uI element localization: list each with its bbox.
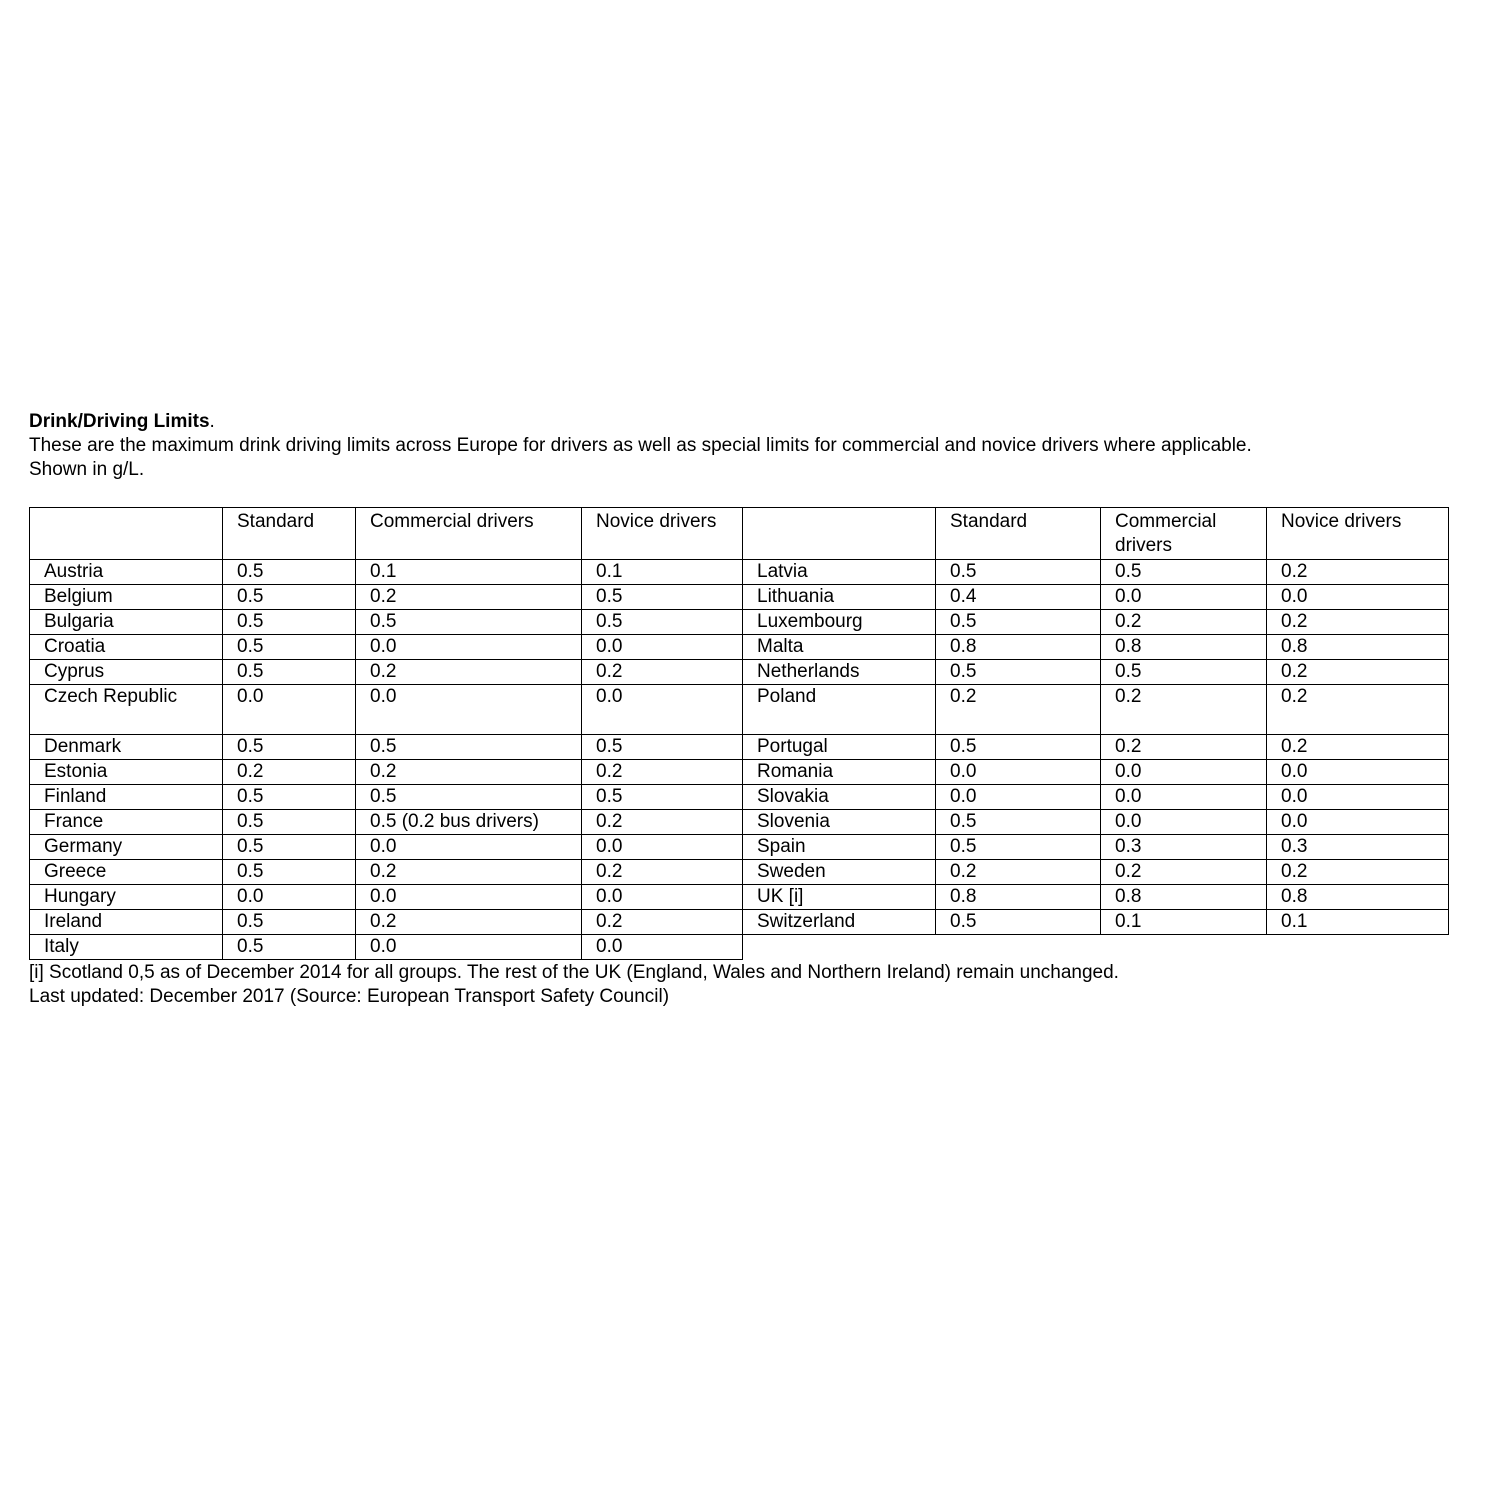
limit-cell: 0.5 [936, 735, 1101, 760]
limit-cell: 0.3 [1267, 835, 1449, 860]
limit-cell: 0.2 [936, 860, 1101, 885]
limit-cell: 0.2 [356, 660, 582, 685]
country-cell: Switzerland [743, 910, 936, 935]
limit-cell: 0.8 [1101, 885, 1267, 910]
limit-cell: 0.0 [582, 835, 743, 860]
limit-cell: 0.5 (0.2 bus drivers) [356, 810, 582, 835]
limit-cell: 0.0 [582, 635, 743, 660]
header-cell: Novice drivers [1267, 508, 1449, 560]
document-title [29, 410, 1449, 434]
country-cell: Lithuania [743, 585, 936, 610]
limit-cell: 0.5 [936, 610, 1101, 635]
limit-cell: 0.0 [582, 935, 743, 960]
country-cell: Germany [30, 835, 223, 860]
limit-cell: 0.5 [356, 610, 582, 635]
intro-line-1: These are the maximum drink driving limits across Europe for drivers as well as special limits for commercial and novice drivers where applicable. [29, 435, 1252, 456]
limit-cell: 0.5 [1101, 660, 1267, 685]
limit-cell: 0.2 [356, 585, 582, 610]
footnote: [i] Scotland 0,5 as of December 2014 for all groups. The rest of the UK (England, Wales and Northern Ireland) remain unchanged. [29, 962, 1119, 983]
limit-cell: 0.5 [223, 560, 356, 585]
limit-cell: 0.8 [1267, 885, 1449, 910]
limit-cell: 0.2 [582, 860, 743, 885]
country-cell: Hungary [30, 885, 223, 910]
table-body [30, 508, 1449, 960]
limit-cell: 0.2 [356, 760, 582, 785]
limit-cell: 0.5 [356, 735, 582, 760]
limit-cell: 0.2 [1267, 685, 1449, 735]
limit-cell: 0.0 [936, 760, 1101, 785]
limit-cell: 0.0 [356, 635, 582, 660]
limit-cell: 0.0 [1101, 760, 1267, 785]
country-cell: Sweden [743, 860, 936, 885]
country-cell: Cyprus [30, 660, 223, 685]
limit-cell: 0.5 [936, 910, 1101, 935]
limit-cell: 0.5 [223, 810, 356, 835]
limit-cell: 0.4 [936, 585, 1101, 610]
limit-cell: 0.8 [1267, 635, 1449, 660]
limit-cell: 0.0 [356, 835, 582, 860]
limit-cell: 0.5 [223, 735, 356, 760]
limit-cell: 0.2 [1101, 860, 1267, 885]
limit-cell: 0.2 [356, 910, 582, 935]
limit-cell: 0.5 [223, 660, 356, 685]
limit-cell: 0.8 [936, 635, 1101, 660]
country-cell: Greece [30, 860, 223, 885]
header-cell: Standard [936, 508, 1101, 560]
limit-cell: 0.8 [1101, 635, 1267, 660]
table-row [30, 860, 1449, 885]
table-row [30, 810, 1449, 835]
header-cell: Standard [223, 508, 356, 560]
limit-cell: 0.2 [1101, 610, 1267, 635]
country-cell: Romania [743, 760, 936, 785]
limit-cell: 0.0 [1101, 810, 1267, 835]
title-text: Drink/Driving Limits [29, 411, 210, 432]
limit-cell: 0.0 [936, 785, 1101, 810]
table-row [30, 910, 1449, 935]
country-cell: Portugal [743, 735, 936, 760]
limit-cell: 0.2 [1267, 560, 1449, 585]
limit-cell: 0.8 [936, 885, 1101, 910]
limit-cell: 0.2 [1101, 735, 1267, 760]
limit-cell: 0.5 [936, 560, 1101, 585]
table-row [30, 735, 1449, 760]
limit-cell: 0.5 [582, 785, 743, 810]
limit-cell: 0.5 [223, 935, 356, 960]
country-cell: Netherlands [743, 660, 936, 685]
limit-cell: 0.2 [1101, 685, 1267, 735]
limit-cell: 0.5 [582, 585, 743, 610]
header-cell [30, 508, 223, 560]
limit-cell: 0.2 [223, 760, 356, 785]
empty-cell [743, 935, 936, 960]
limit-cell: 0.0 [223, 885, 356, 910]
limit-cell: 0.2 [1267, 735, 1449, 760]
limit-cell: 0.0 [356, 685, 582, 735]
country-cell: Austria [30, 560, 223, 585]
country-cell: UK [i] [743, 885, 936, 910]
table-row [30, 835, 1449, 860]
limit-cell: 0.5 [223, 910, 356, 935]
intro-line-2: Shown in g/L. [29, 459, 145, 480]
country-cell: Croatia [30, 635, 223, 660]
country-cell: Latvia [743, 560, 936, 585]
last-updated: Last updated: December 2017 (Source: European Transport Safety Council) [29, 986, 670, 1007]
country-cell: Poland [743, 685, 936, 735]
title-suffix: . [209, 411, 215, 432]
table-header-row [30, 508, 1449, 560]
limit-cell: 0.2 [582, 760, 743, 785]
table-row [30, 635, 1449, 660]
limit-cell: 0.1 [1267, 910, 1449, 935]
limit-cell: 0.1 [1101, 910, 1267, 935]
country-cell: Belgium [30, 585, 223, 610]
table-row [30, 760, 1449, 785]
country-cell: Ireland [30, 910, 223, 935]
limit-cell: 0.2 [582, 810, 743, 835]
limit-cell: 0.5 [936, 835, 1101, 860]
country-cell: Slovakia [743, 785, 936, 810]
limit-cell: 0.3 [1101, 835, 1267, 860]
header-cell: Novice drivers [582, 508, 743, 560]
limit-cell: 0.0 [1267, 785, 1449, 810]
limit-cell: 0.2 [1267, 860, 1449, 885]
country-cell: Malta [743, 635, 936, 660]
limit-cell: 0.5 [936, 660, 1101, 685]
header-cell: Commercial drivers [1101, 508, 1267, 560]
limit-cell: 0.2 [582, 910, 743, 935]
limit-cell: 0.1 [582, 560, 743, 585]
table-row [30, 660, 1449, 685]
limit-cell: 0.2 [356, 860, 582, 885]
limit-cell: 0.5 [223, 635, 356, 660]
country-cell: Italy [30, 935, 223, 960]
table-row [30, 585, 1449, 610]
limit-cell: 0.0 [1267, 810, 1449, 835]
empty-cell [1101, 935, 1267, 960]
limit-cell: 0.5 [223, 785, 356, 810]
limit-cell: 0.0 [356, 885, 582, 910]
limit-cell: 0.5 [936, 810, 1101, 835]
table-row [30, 560, 1449, 585]
country-cell: Spain [743, 835, 936, 860]
country-cell: Luxembourg [743, 610, 936, 635]
limit-cell: 0.2 [1267, 660, 1449, 685]
limit-cell: 0.0 [1267, 760, 1449, 785]
limit-cell: 0.5 [582, 735, 743, 760]
limit-cell: 0.2 [582, 660, 743, 685]
country-cell: Denmark [30, 735, 223, 760]
table-row [30, 685, 1449, 735]
limits-table [29, 507, 1449, 960]
document [29, 410, 1449, 1007]
limit-cell: 0.2 [936, 685, 1101, 735]
limit-cell: 0.0 [582, 685, 743, 735]
country-cell: Bulgaria [30, 610, 223, 635]
header-cell [743, 508, 936, 560]
limit-cell: 0.1 [356, 560, 582, 585]
country-cell: Czech Republic [30, 685, 223, 735]
table-row [30, 785, 1449, 810]
limit-cell: 0.5 [223, 585, 356, 610]
empty-cell [936, 935, 1101, 960]
limit-cell: 0.5 [582, 610, 743, 635]
table-row [30, 885, 1449, 910]
limit-cell: 0.0 [223, 685, 356, 735]
limit-cell: 0.5 [356, 785, 582, 810]
limit-cell: 0.0 [1101, 785, 1267, 810]
limit-cell: 0.5 [1101, 560, 1267, 585]
empty-cell [1267, 935, 1449, 960]
country-cell: Finland [30, 785, 223, 810]
limit-cell: 0.0 [1101, 585, 1267, 610]
table-row [30, 610, 1449, 635]
header-cell: Commercial drivers [356, 508, 582, 560]
country-cell: France [30, 810, 223, 835]
limit-cell: 0.5 [223, 835, 356, 860]
limit-cell: 0.2 [1267, 610, 1449, 635]
limit-cell: 0.5 [223, 610, 356, 635]
limit-cell: 0.5 [223, 860, 356, 885]
country-cell: Estonia [30, 760, 223, 785]
limit-cell: 0.0 [1267, 585, 1449, 610]
limit-cell: 0.0 [582, 885, 743, 910]
table-row [30, 935, 1449, 960]
limit-cell: 0.0 [356, 935, 582, 960]
country-cell: Slovenia [743, 810, 936, 835]
footer [29, 961, 1119, 1009]
